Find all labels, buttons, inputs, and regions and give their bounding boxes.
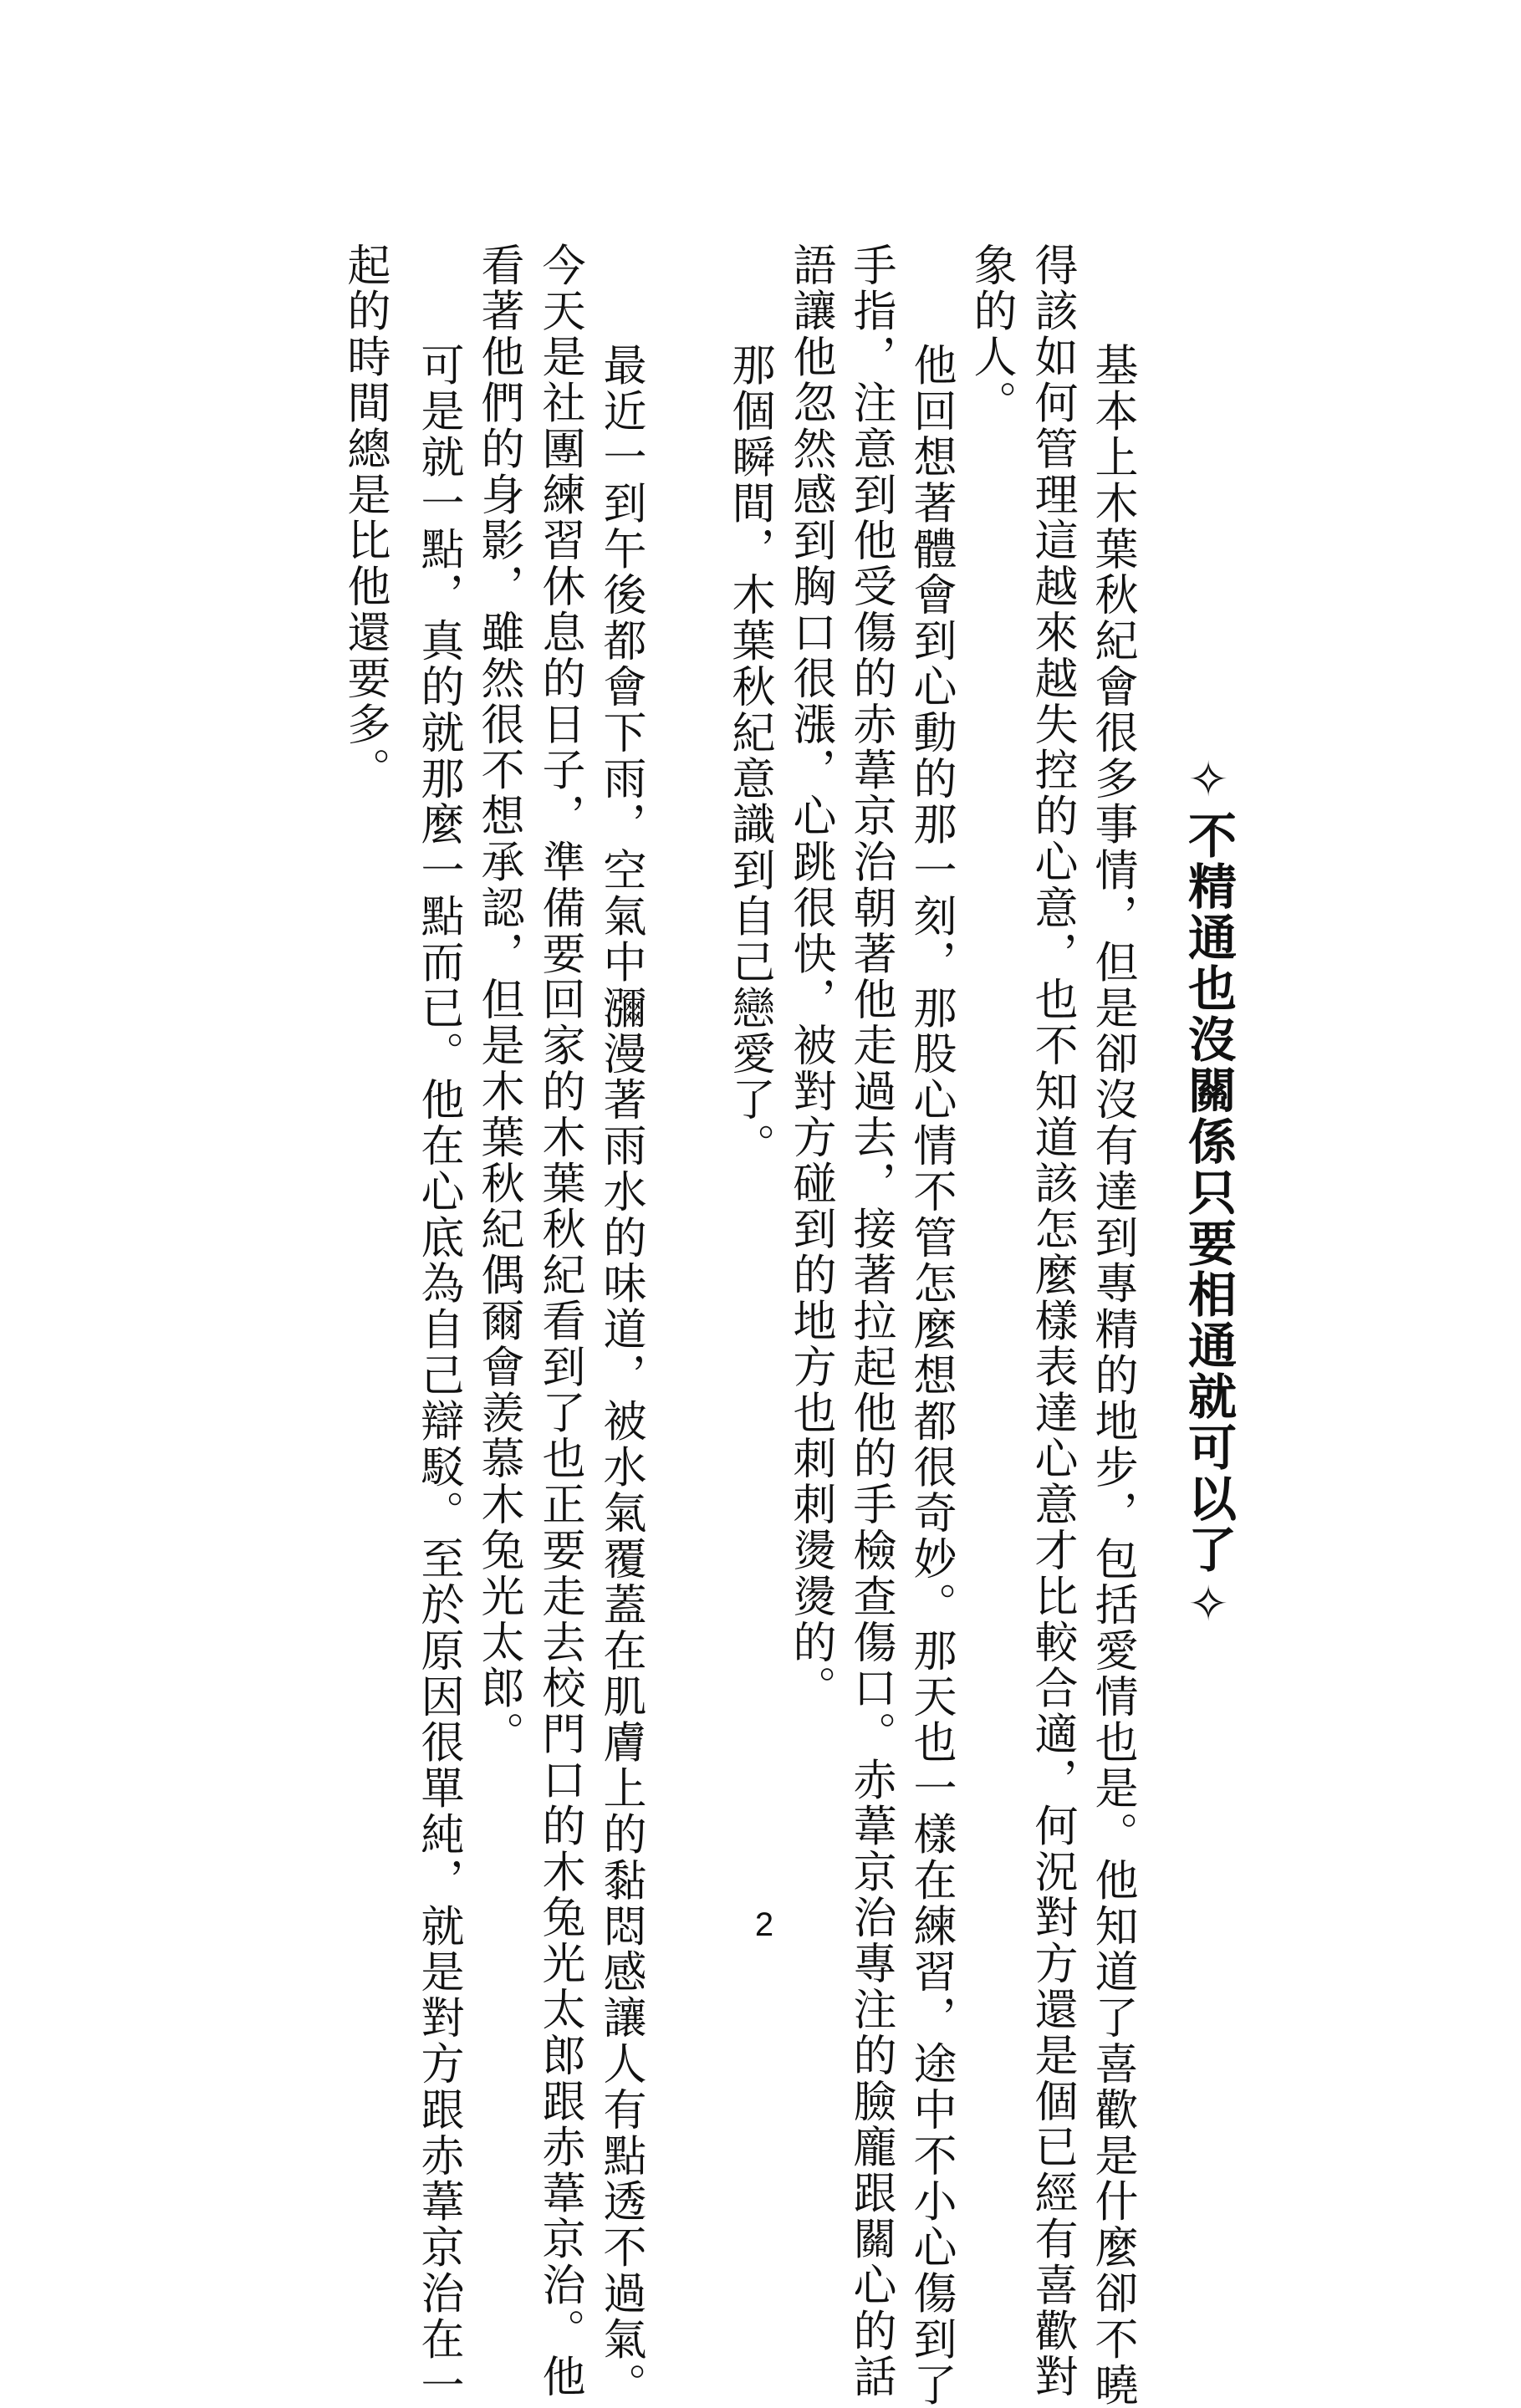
chapter-title	[1181, 751, 1236, 1635]
sparkle-ornament-icon: ✧	[1180, 751, 1237, 810]
text-column: 今天是社團練習休息的日子，準備要回家的木葉秋紀看到了也正要走去校門口的木兔光太郎跟赤葦京治。他	[534, 242, 584, 2400]
text-column: 語讓他忽然感到胸口很漲，心跳很快，被對方碰到的地方也刺刺燙燙的。	[785, 242, 835, 1712]
text-column: 看著他們的身影，雖然很不想承認，但是木葉秋紀偶爾會羨慕木兔光太郎。	[473, 242, 523, 1758]
text-column: 可是就一點，真的就那麼一點而已。他在心底為自己辯駁。至於原因很單純，就是對方跟赤葦京治在一	[413, 297, 463, 2408]
text-column: 得該如何管理這越來越失控的心意，也不知道該怎麼樣表達心意才比較合適，何況對方還是個已經有喜歡對	[1027, 242, 1077, 2400]
text-column: 基本上木葉秋紀會很多事情，但是卻沒有達到專精的地步，包括愛情也是。他知道了喜歡是什麼卻不曉	[1087, 297, 1137, 2408]
chapter-title-text: 不精通也沒關係只要相通就可以了	[1180, 810, 1237, 1575]
text-column: 最近一到午後都會下雨，空氣中瀰漫著雨水的味道，被水氣覆蓋在肌膚上的黏悶感讓人有點透不過氣。	[595, 297, 646, 2408]
text-column: 手指，注意到他受傷的赤葦京治朝著他走過去，接著拉起他的手檢查傷口。赤葦京治專注的臉龐跟關心的話	[845, 242, 896, 2400]
text-column: 象的人。	[966, 242, 1016, 426]
text-column: 他回想著體會到心動的那一刻，那股心情不管怎麼想都很奇妙。那天也一樣在練習，途中不小心傷到了	[906, 297, 956, 2408]
page-number: 2	[754, 1906, 774, 1943]
text-column: 那個瞬間，木葉秋紀意識到自己戀愛了。	[724, 297, 774, 1170]
text-column: 起的時間總是比他還要多。	[339, 242, 390, 793]
sparkle-ornament-icon: ✧	[1180, 1575, 1237, 1635]
